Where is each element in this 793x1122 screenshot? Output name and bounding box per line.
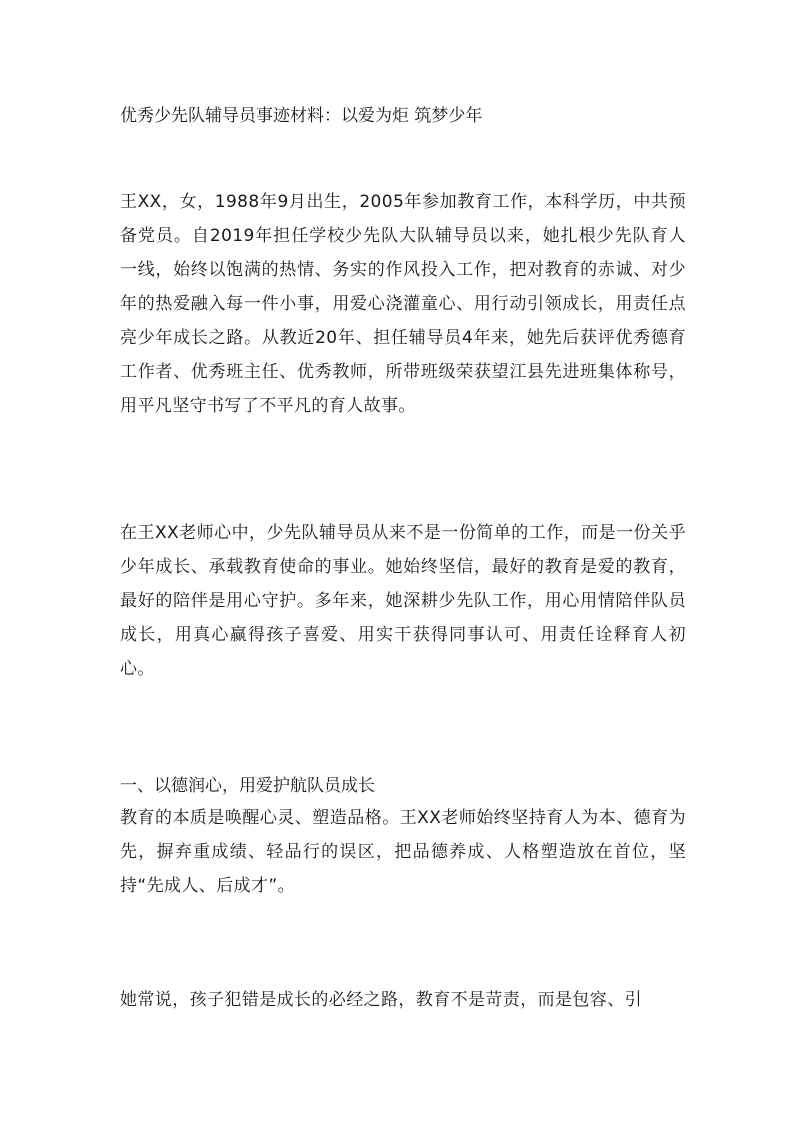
- section-paragraph: 教育的本质是唤醒心灵、塑造品格。王XX老师始终坚持育人为本、德育为先，摒弃重成绩、轻品行的误区，把品德养成、人格塑造放在首位，坚持“先成人、后成才”。: [120, 808, 686, 896]
- intro-paragraph: 王XX，女，1988年9月出生，2005年参加教育工作，本科学历，中共预备党员。自2019年担任学校少先队大队辅导员以来，她扎根少先队育人一线，始终以饱满的热情、务实的作风投入工作，把对教育的赤诚、对少年的热爱融入每一件小事，用爱心浇灌童心、用行动引领成长，用责任点亮少年成长之路。从教近20年、担任辅导员4年来，她先后获评优秀德育工作者、优秀班主任、优秀教师，所带班级荣获望江县先进班集体称号，用平凡坚守书写了不平凡的育人故事。: [120, 192, 686, 416]
- section-heading: 一、以德润心，用爱护航队员成长: [120, 776, 375, 796]
- section-paragraph: 她常说，孩子犯错是成长的必经之路，教育不是苛责，而是包容、引: [120, 990, 642, 1010]
- document-title: 优秀少先队辅导员事迹材料：以爱为炬 筑梦少年: [120, 106, 483, 126]
- belief-paragraph: 在王XX老师心中，少先队辅导员从来不是一份简单的工作，而是一份关乎少年成长、承载教育使命的事业。她始终坚信，最好的教育是爱的教育，最好的陪伴是用心守护。多年来，她深耕少先队工作，用心用情陪伴队员成长，用真心赢得孩子喜爱、用实干获得同事认可、用责任诠释育人初心。: [120, 523, 686, 679]
